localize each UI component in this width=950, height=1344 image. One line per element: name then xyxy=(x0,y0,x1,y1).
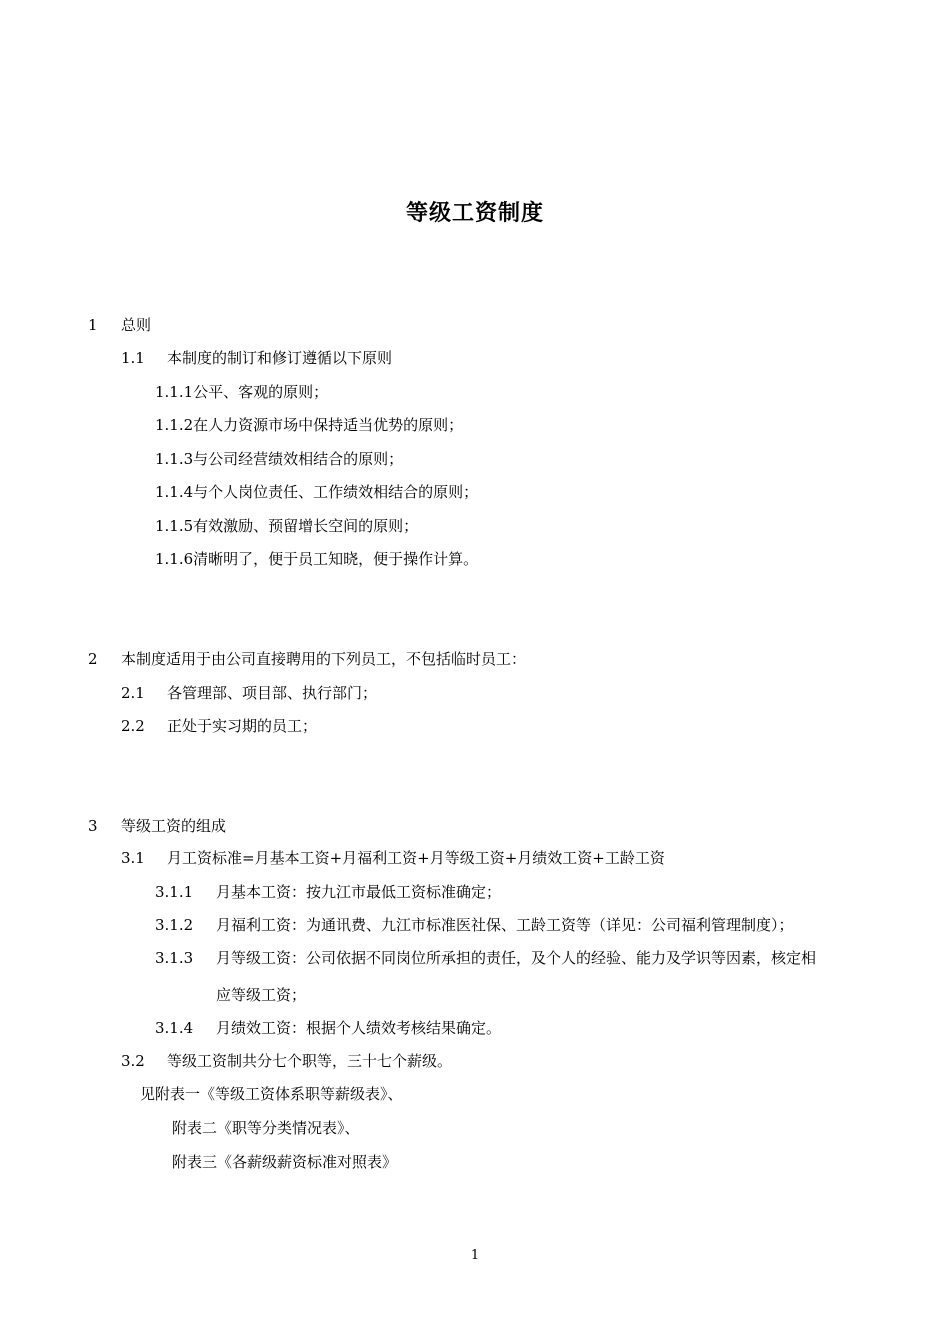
subsection-3-1 xyxy=(121,848,665,868)
section-number: 3 xyxy=(88,817,98,835)
appendix-reference: 附表三《各薪级薪资标准对照表》 xyxy=(172,1153,398,1171)
clause-3-1-3 xyxy=(155,948,816,968)
subsection-2-1 xyxy=(121,683,377,703)
clause-3-1-1 xyxy=(155,882,501,902)
subsection-text: 月工资标准=月基本工资+月福利工资+月等级工资+月绩效工资+工龄工资 xyxy=(167,849,665,867)
subsection-number: 1.1 xyxy=(121,349,145,367)
section-number: 2 xyxy=(88,650,98,668)
subsection-1-1 xyxy=(121,348,392,368)
list-item: 1.1.1公平、客观的原则； xyxy=(155,383,329,401)
list-item: 1.1.3与公司经营绩效相结合的原则； xyxy=(155,450,404,468)
list-item: 1.1.2在人力资源市场中保持适当优势的原则； xyxy=(155,416,464,434)
clause-3-1-2 xyxy=(155,915,794,935)
clause-continuation: 应等级工资； xyxy=(216,986,307,1004)
section-number: 1 xyxy=(88,316,98,334)
section-title: 本制度适用于由公司直接聘用的下列员工，不包括临时员工： xyxy=(121,650,527,668)
page-number: 1 xyxy=(470,1248,480,1263)
subsection-number: 3.1 xyxy=(121,849,145,867)
clause-text: 月基本工资：按九江市最低工资标准确定； xyxy=(216,883,502,901)
subsection-text: 本制度的制订和修订遵循以下原则 xyxy=(167,349,393,367)
section-2-heading xyxy=(88,649,526,669)
subsection-text: 等级工资制共分七个职等，三十七个薪级。 xyxy=(167,1052,453,1070)
section-1-heading xyxy=(88,315,151,335)
subsection-3-2 xyxy=(121,1051,452,1071)
section-3-heading xyxy=(88,816,226,836)
subsection-text: 正处于实习期的员工； xyxy=(167,717,318,735)
subsection-text: 各管理部、项目部、执行部门； xyxy=(167,684,378,702)
clause-3-1-4 xyxy=(155,1018,501,1038)
subsection-2-2 xyxy=(121,716,317,736)
appendix-reference: 见附表一《等级工资体系职等薪级表》、 xyxy=(140,1085,403,1103)
document-title: 等级工资制度 xyxy=(405,201,544,226)
subsection-number: 2.2 xyxy=(121,717,145,735)
clause-text: 月绩效工资：根据个人绩效考核结果确定。 xyxy=(216,1019,502,1037)
subsection-number: 3.2 xyxy=(121,1052,145,1070)
section-title: 等级工资的组成 xyxy=(121,817,227,835)
list-item: 1.1.6清晰明了，便于员工知晓，便于操作计算。 xyxy=(155,550,479,568)
list-item: 1.1.4与个人岗位责任、工作绩效相结合的原则； xyxy=(155,483,479,501)
subsection-number: 2.1 xyxy=(121,684,145,702)
clause-text: 月等级工资：公司依据不同岗位所承担的责任，及个人的经验、能力及学识等因素，核定相 xyxy=(216,949,817,967)
list-item: 1.1.5有效激励、预留增长空间的原则； xyxy=(155,517,419,535)
section-title: 总则 xyxy=(121,316,152,334)
clause-text: 月福利工资：为通讯费、九江市标准医社保、工龄工资等（详见：公司福利管理制度）； xyxy=(216,916,794,934)
clause-number: 3.1.3 xyxy=(155,949,194,967)
clause-number: 3.1.1 xyxy=(155,883,194,901)
clause-number: 3.1.2 xyxy=(155,916,194,934)
clause-number: 3.1.4 xyxy=(155,1019,194,1037)
appendix-reference: 附表二《职等分类情况表》、 xyxy=(172,1119,360,1137)
